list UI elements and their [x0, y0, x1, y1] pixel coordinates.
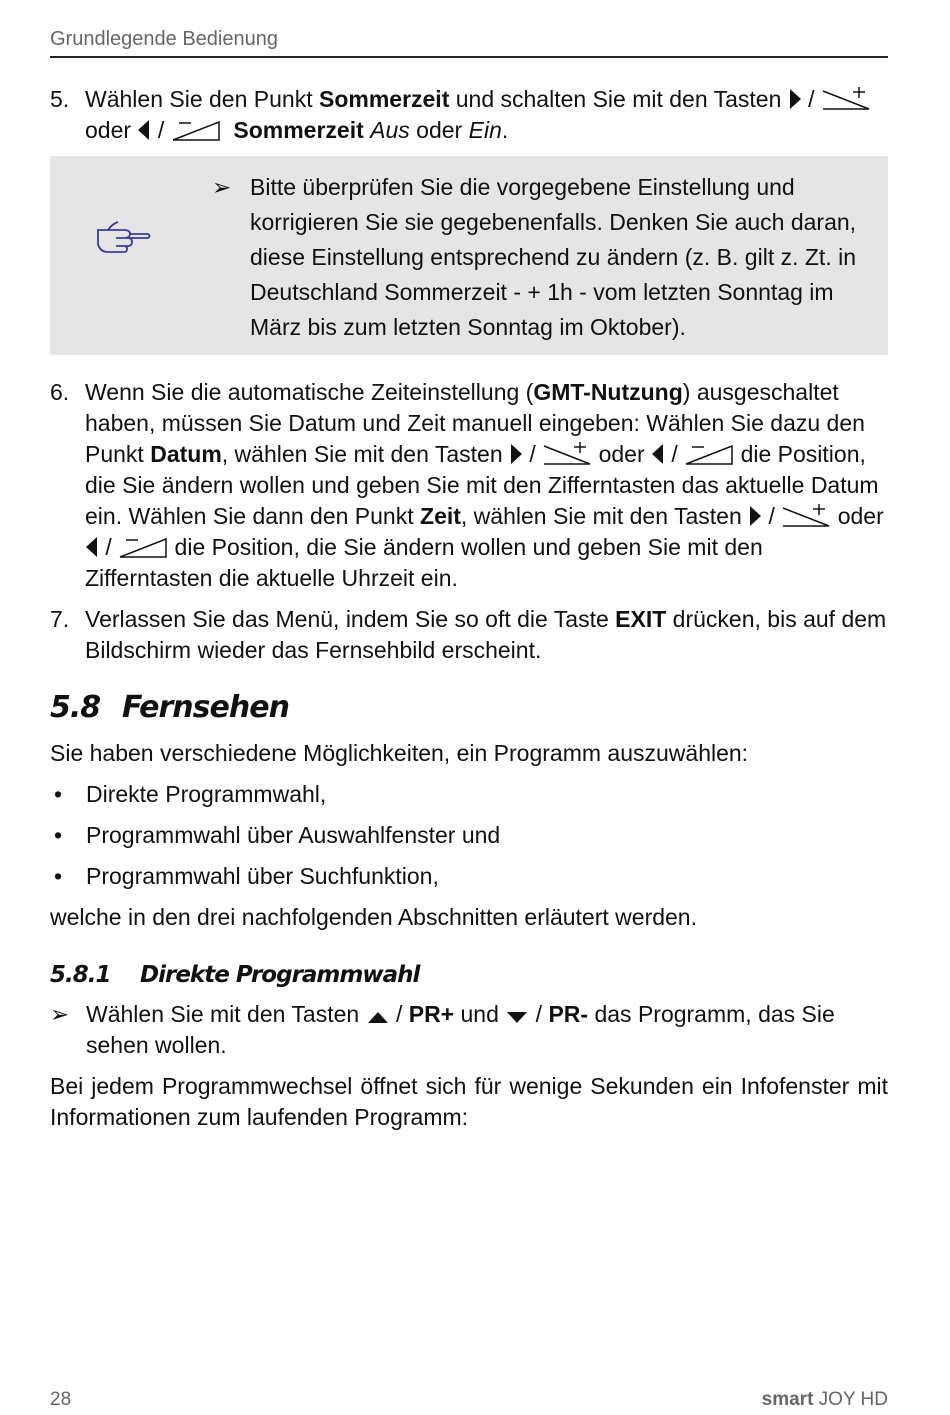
down-arrow-key-icon [505, 1008, 529, 1026]
pointing-hand-icon [94, 216, 154, 256]
volume-plus-key-icon [781, 504, 831, 528]
running-header [50, 26, 888, 58]
menu-item-datum: Datum [150, 441, 222, 467]
left-arrow-key-icon [651, 442, 665, 466]
separator: / [389, 1001, 409, 1027]
separator: / [151, 117, 171, 143]
step-text: Verlassen Sie das Menü, indem Sie so oft die Taste [85, 606, 616, 632]
instruction [50, 999, 888, 1061]
separator: / [801, 86, 821, 112]
section-number: 5.8.1 [50, 962, 111, 988]
volume-plus-key-icon [821, 87, 871, 111]
final-paragraph: Bei jedem Programmwechsel öffnet sich für wenige Sekunden ein Infofenster mit Informationen zum laufenden Programm: [50, 1073, 888, 1130]
step-number: 7. [50, 606, 70, 632]
bullet-icon: • [54, 781, 63, 807]
key-pr-minus: PR- [548, 1001, 589, 1027]
page-number: 28 [50, 1389, 72, 1410]
arrow-bullet-icon: ➢ [50, 1001, 70, 1027]
punctuation: . [501, 117, 509, 143]
menu-item-sommerzeit: Sommerzeit [233, 117, 364, 143]
product-name-bold: smart [761, 1389, 814, 1410]
separator: / [99, 534, 119, 560]
product-name [762, 1384, 888, 1415]
step-text: die Position, die Sie ändern wollen und geben Sie mit den Zifferntasten das aktuelle Datum ein. Wählen Sie dann den Punkt [85, 441, 879, 529]
right-arrow-key-icon [748, 504, 762, 528]
intro-paragraph: Sie haben verschiedene Möglichkeiten, ein Programm auszuwählen: [50, 740, 749, 766]
section-heading-5-8-1 [50, 959, 888, 991]
bullet-icon: • [54, 863, 63, 889]
step-text: die Position, die Sie ändern wollen und geben Sie mit den Zifferntasten die aktuelle Uhrzeit ein. [85, 534, 763, 591]
list-item-text: Programmwahl über Auswahlfenster und [86, 822, 501, 848]
list-item [50, 861, 888, 892]
separator: oder [409, 117, 469, 143]
separator: / [762, 503, 782, 529]
outro-paragraph: welche in den drei nachfolgenden Abschnitten erläutert werden. [50, 904, 697, 930]
separator: oder [85, 117, 138, 143]
list-item [50, 820, 888, 851]
step-text: drücken, bis auf dem Bildschirm wieder das Fernsehbild erscheint. [85, 606, 887, 663]
step-7 [50, 604, 888, 666]
step-text: , wählen Sie mit den Tasten [221, 441, 510, 467]
menu-item-sommerzeit: Sommerzeit [318, 86, 450, 112]
section-heading-5-8 [50, 688, 888, 728]
key-exit: EXIT [615, 606, 667, 632]
step-text: Wenn Sie die automatische Zeiteinstellung ( [85, 379, 534, 405]
section-number: 5.8 [50, 690, 101, 725]
separator: / [523, 441, 543, 467]
step-text: , wählen Sie mit den Tasten [460, 503, 749, 529]
instruction-text: Wählen Sie mit den Tasten [86, 1001, 366, 1027]
separator: oder [592, 441, 652, 467]
product-name-rest: JOY HD [813, 1389, 888, 1410]
volume-plus-key-icon [542, 442, 592, 466]
note-text: Bitte überprüfen Sie die vorgegebene Einstellung und korrigieren Sie sie gegebenenfalls. Denken Sie auch daran, diese Einstellung entsprechend zu ändern (z. B. gilt z. Zt. in Deutschland Sommerzeit - + 1h - vom letzten Sonntag im März bis zum letzten Sonntag im Oktober). [250, 174, 857, 340]
volume-minus-key-icon [684, 442, 734, 466]
section-title: Fernsehen [122, 690, 289, 725]
step-text: und schalten Sie mit den Tasten [449, 86, 788, 112]
left-arrow-key-icon [137, 118, 151, 142]
separator: und [454, 1001, 506, 1027]
key-pr-plus: PR+ [408, 1001, 455, 1027]
section-title: Direkte Programmwahl [140, 962, 420, 988]
option-ein: Ein [468, 117, 502, 143]
instruction-text: das Programm, das Sie sehen wollen. [86, 1001, 835, 1058]
separator: oder [831, 503, 884, 529]
menu-item-zeit: Zeit [420, 503, 461, 529]
step-5 [50, 84, 888, 146]
left-arrow-key-icon [85, 535, 99, 559]
volume-minus-key-icon [118, 535, 168, 559]
header-title: Grundlegende Bedienung [50, 28, 278, 50]
right-arrow-key-icon [788, 87, 802, 111]
note-box [50, 156, 888, 355]
step-text: Wählen Sie den Punkt [85, 86, 319, 112]
list-item-text: Direkte Programmwahl, [86, 781, 327, 807]
step-number: 5. [50, 86, 70, 112]
separator: / [665, 441, 685, 467]
step-number: 6. [50, 379, 70, 405]
menu-item-gmt-nutzung: GMT-Nutzung [533, 379, 683, 405]
step-6 [50, 377, 888, 594]
list-item [50, 779, 888, 810]
arrow-bullet-icon: ➢ [212, 174, 232, 200]
right-arrow-key-icon [509, 442, 523, 466]
option-aus: Aus [370, 117, 410, 143]
separator: / [529, 1001, 549, 1027]
bullet-icon: • [54, 822, 63, 848]
step-text: ) ausgeschaltet haben, müssen Sie Datum und Zeit manuell eingeben: Wählen Sie dazu den Punkt [85, 379, 865, 467]
list-item-text: Programmwahl über Suchfunktion, [86, 863, 439, 889]
up-arrow-key-icon [366, 1008, 390, 1026]
volume-minus-key-icon [171, 118, 221, 142]
page-content [50, 84, 888, 1143]
